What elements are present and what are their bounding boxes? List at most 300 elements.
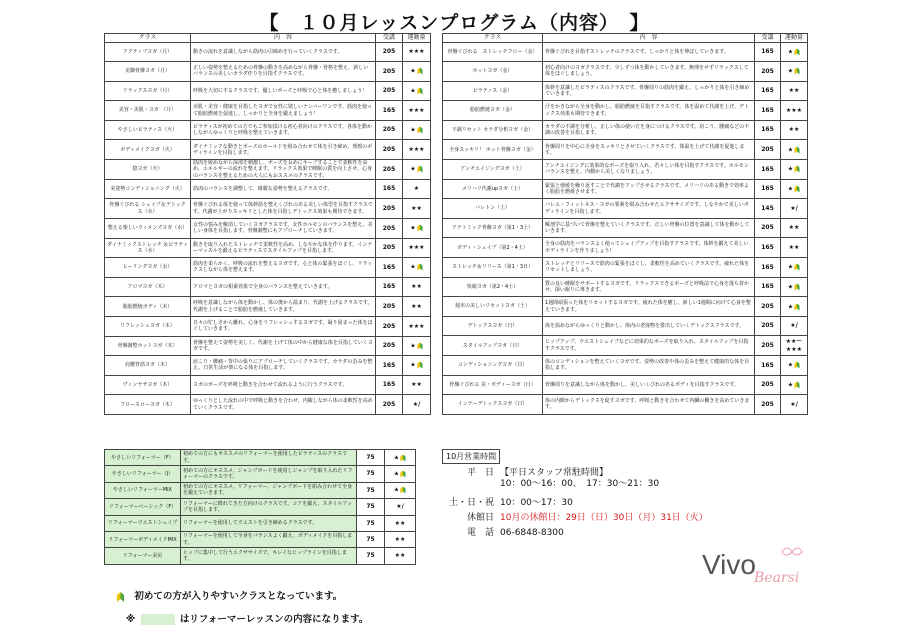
class-level (403, 101, 431, 121)
level-stars: ★ (410, 67, 416, 75)
level-stars: ★★ (394, 552, 406, 560)
class-price: 205 (376, 160, 403, 180)
class-description: 動きの流れを意識しながら筋肉の引締めを行っていくクラスです。 (191, 42, 376, 62)
class-level (403, 395, 431, 415)
class-level (403, 160, 431, 180)
class-row (105, 258, 431, 278)
class-description: ヨガのポーズを呼吸と動きを合わせて流れるように行うクラスです。 (191, 375, 376, 395)
left-program-table (104, 33, 431, 415)
class-row (105, 160, 431, 180)
class-price: 165 (755, 258, 781, 278)
class-description: 呼吸を意識しながら体を動かし、体の奥から温まり、代謝を上げるクラスです。代謝を上げることで脂肪を燃焼していきます。 (191, 297, 376, 317)
class-price: 205 (755, 316, 781, 336)
class-level (403, 140, 431, 160)
class-description: 初めての方にオススメ。リフォーマー、ジャンプボードを組み合わせて全身を鍛えていきます。 (181, 482, 357, 498)
logo-main-text: Vivo (702, 549, 756, 580)
level-stars: ★ (410, 165, 416, 173)
level-stars: ★/ (790, 322, 798, 330)
class-name: 不調リセット カラダ分析ヨガ（金） (443, 120, 543, 140)
class-row (105, 81, 431, 101)
beginner-leaf-icon (417, 126, 423, 134)
class-price: 165 (755, 160, 781, 180)
class-description: 初めての方にもオススメのリフォーマーを使用したピラティスのクラスです。 (181, 450, 357, 466)
level-stars: ★★ (411, 302, 422, 310)
class-name: アロマヨガ（木） (105, 277, 191, 297)
class-row (443, 179, 808, 199)
class-level (781, 258, 808, 278)
class-price: 75 (357, 548, 385, 564)
class-description: 筋肉を柔らかく、呼吸の流れを整えるヨガです。心と体の緊張をほぐし、リラックスしながら体を整えます。 (191, 258, 376, 278)
class-name: リフォーマーベーシック（F） (105, 499, 181, 515)
class-name: 脂肪燃焼ヨガ（金） (443, 101, 543, 121)
class-price: 165 (755, 120, 781, 140)
class-price: 205 (376, 297, 403, 317)
class-level (403, 179, 431, 199)
class-row (443, 258, 808, 278)
class-level (385, 482, 416, 498)
class-level (403, 219, 431, 239)
vivo-bearsi-logo (700, 542, 810, 586)
level-stars: ★/ (412, 400, 421, 408)
class-row (443, 120, 808, 140)
class-level (403, 81, 431, 101)
class-name: ヴィンヤサヨガ（木） (105, 375, 191, 395)
weekday-staff-hours-label: 【平日スタッフ常駐時間】 (500, 468, 609, 478)
right-table-header (443, 34, 808, 43)
beginner-leaf-icon (794, 303, 800, 311)
class-name: リフォーマー美尻 (105, 548, 181, 564)
class-price: 205 (755, 336, 781, 356)
beginner-leaf-icon (417, 67, 423, 75)
class-level (403, 375, 431, 395)
class-row (105, 336, 431, 356)
class-description: 美肌・美容・健康を目指したヨガで女性に嬉しいナンバーワンです。筋肉を使って脂肪燃焼を促進し、しっかりと全身を鍛えましょう！ (191, 101, 376, 121)
class-level (781, 375, 808, 395)
beginner-leaf-icon (417, 263, 423, 271)
class-level (403, 297, 431, 317)
beginner-leaf-icon (400, 486, 406, 494)
class-description: 体の内側からデトックスを促すヨガです。呼吸と動きを合わせて内臓の働きを高めていきます。 (543, 395, 755, 415)
class-price: 205 (376, 81, 403, 101)
class-row (105, 101, 431, 121)
level-stars: ★★★ (785, 106, 803, 114)
class-level (385, 466, 416, 482)
class-price: 165 (755, 101, 781, 121)
class-level (403, 336, 431, 356)
class-name: 全身スッキリ！ ホット骨盤ヨガ（金） (443, 140, 543, 160)
class-row (105, 395, 431, 415)
level-stars: ★ (787, 185, 794, 193)
level-stars: ★ (410, 224, 416, 232)
class-price: 165 (755, 42, 781, 62)
class-description: 日々の忙しさから離れ、心身をリフレッシュするヨガです。凝り固まった体をほぐしていきます。 (191, 316, 376, 336)
class-row (443, 297, 808, 317)
level-stars: ★★★ (408, 244, 425, 252)
class-level (385, 531, 416, 547)
class-description: ピラティスが初めての方でもご参加頂ける初心者向けのクラスです。各体を動かしながらゆっくりと呼吸を整えていきます。 (191, 120, 376, 140)
beginner-leaf-icon (417, 165, 423, 173)
closed-days: 10月の休館日：29日（日）30日（月）31日（火） (500, 513, 708, 523)
level-stars: ★ (787, 263, 794, 271)
level-stars: ★ (410, 342, 416, 350)
class-price: 205 (376, 219, 403, 239)
class-description: 筋肉を緩めながら深部を刺激し、ポーズを長めにキープすることで柔軟性を高め、エネルギーの流れを整えます。リラックス効果で睡眠の質を向上させ、心身のバランスを整えるための大人にもおススメのクラスです。 (191, 160, 376, 180)
class-row (105, 277, 431, 297)
class-price: 205 (376, 42, 403, 62)
class-level (781, 316, 808, 336)
class-price: 205 (376, 62, 403, 82)
class-level (385, 515, 416, 531)
level-stars: ★★ (394, 519, 406, 527)
hours-header: 10月営業時間 (442, 449, 500, 464)
class-name: 脂肪燃焼ボディ（木） (105, 297, 191, 317)
class-price: 205 (376, 316, 403, 336)
header-level: 運動量 (403, 34, 431, 43)
reformer-table (104, 449, 416, 565)
class-name: アナトミック骨盤ヨガ（第1・3土） (443, 218, 543, 238)
class-price: 205 (376, 238, 403, 258)
class-price: 75 (357, 450, 385, 466)
level-stars: ★ (410, 126, 416, 134)
class-row (105, 219, 431, 239)
class-level (403, 62, 431, 82)
class-row (443, 81, 808, 101)
class-row (443, 218, 808, 238)
class-description: 質の良い睡眠をサポートするヨガです。リラックスできるポーズと呼吸法で心身を落ち着かせ、深い眠りに導きます。 (543, 277, 755, 297)
level-stars: ★ (393, 470, 400, 478)
class-name: やさしいリフォーマー（F） (105, 450, 181, 466)
class-price: 75 (357, 531, 385, 547)
class-price: 165 (376, 179, 403, 199)
class-row (443, 160, 808, 180)
level-stars: ★ (393, 454, 400, 462)
class-level (781, 395, 808, 415)
header-class: クラス (443, 34, 543, 43)
class-level (385, 450, 416, 466)
level-stars: ★★ (788, 224, 800, 232)
class-level (781, 62, 808, 82)
level-stars: ★★ (411, 381, 422, 389)
class-name: ダイナミックストレッチ ＆ピラティス（水） (105, 238, 191, 258)
header-content: 内 容 (191, 34, 376, 43)
class-price: 205 (755, 218, 781, 238)
class-row (443, 199, 808, 219)
level-stars: ★ (410, 87, 416, 95)
class-level (781, 120, 808, 140)
class-row (443, 375, 808, 395)
level-stars: ★★ (411, 283, 422, 291)
beginner-leaf-icon (794, 263, 800, 271)
class-row (105, 375, 431, 395)
class-name: 陰ヨガ（火） (105, 160, 191, 180)
class-row (105, 316, 431, 336)
class-price: 165 (376, 277, 403, 297)
class-description: バレエ・フィットネス・ヨガの要素を組み合わせたエクササイズです。しなやかで美しいボディラインを目指します。 (543, 199, 755, 219)
level-stars: ★★★ (408, 106, 425, 114)
class-name: やさしいリフォーマー（J） (105, 466, 181, 482)
class-name: 骨盤ぐびれる 美・ボディーヨガ（日） (443, 375, 543, 395)
level-stars: ★★ (788, 243, 800, 251)
class-row (443, 101, 808, 121)
class-row (443, 316, 808, 336)
class-description: 呼吸を大切にするクラスです。優しいポーズと呼吸で心と体を癒しましょう！ (191, 81, 376, 101)
level-stars: ★★★ (408, 146, 425, 154)
level-stars: ★ (787, 283, 794, 291)
class-price: 165 (755, 238, 781, 258)
level-stars: ★★ (788, 87, 800, 95)
class-level (403, 120, 431, 140)
reformer-note (126, 611, 368, 625)
beginner-leaf-icon (794, 146, 800, 154)
class-description: 骨盤ぐびれを目指すストレッチのクラスです。しっかりと体を伸ばしていきます。 (543, 42, 755, 62)
class-name: リフレッシュヨガ（木） (105, 316, 191, 336)
class-price: 75 (357, 482, 385, 498)
class-description: 肩こり・腰痛・背中の張りにアプローチしていくクラスです。カラダの歪みを整え、日常生活が楽になる体を目指します。 (191, 356, 376, 376)
class-price: 165 (376, 356, 403, 376)
reformer-note-text: はリフォーマーレッスンの内容になります。 (179, 614, 369, 625)
class-price: 165 (376, 258, 403, 278)
class-description: 初めての方にオススメ。ジャンプボードを使用しジャンプを取り入れたリフォーマーのクラスです。 (181, 466, 357, 482)
class-name: アンチエイジングヨガ（土） (443, 160, 543, 180)
class-price: 205 (376, 395, 403, 415)
class-level (403, 238, 431, 258)
class-row (443, 42, 808, 62)
class-level (403, 316, 431, 336)
class-name: やさしいリフォーマーMIX (105, 482, 181, 498)
class-price: 205 (376, 120, 403, 140)
reformer-color-swatch (141, 614, 175, 625)
level-stars: ★/ (396, 503, 404, 511)
class-price: 75 (357, 515, 385, 531)
class-row (105, 356, 431, 376)
class-price: 205 (755, 297, 781, 317)
level-stars: ★ (410, 263, 416, 271)
class-row (105, 548, 416, 564)
class-name: ピラティス（金） (443, 81, 543, 101)
class-price: 165 (376, 375, 403, 395)
header-price: 受講 (376, 34, 403, 43)
class-name: ホットヨガ（金） (443, 62, 543, 82)
class-description: ストレッチとリリースで筋肉の緊張をほぐし、柔軟性を高めていくクラスです。疲れた体をリセットしましょう。 (543, 258, 755, 278)
class-price: 165 (376, 101, 403, 121)
beginner-leaf-icon (794, 185, 800, 193)
logo-script-text: Bearsi (754, 570, 800, 586)
class-name: 快眠ヨガ（第2・4土） (443, 277, 543, 297)
class-description: 体のコンディションを整えていくヨガです。姿勢の改善や体の歪みを整えて健康的な体を目指します。 (543, 356, 755, 376)
class-row (105, 482, 416, 498)
weekday-time: 10：00～16：00、 17：30～21：30 (500, 479, 660, 489)
level-stars: ★ (413, 185, 420, 193)
class-row (443, 238, 808, 258)
class-description: 動きを取り入れたストレッチで柔軟性を高め、しなやかな体を作ります。インナーマッスルを鍛えるピラティスでスタイルアップを目指します。 (191, 238, 376, 258)
level-stars: ★★ (788, 126, 800, 134)
class-description: 骨盤ぐびれる体を使って体幹筋を整えくびれのある美しい体型を目指すクラスです。代謝が上がりスッキリとした体を目指しデトックス効果も期待できます。 (191, 199, 376, 219)
class-name: コンディショニングヨガ（日） (443, 356, 543, 376)
class-level (385, 499, 416, 515)
class-row (443, 395, 808, 415)
beginner-leaf-icon (400, 454, 406, 462)
class-row (105, 120, 431, 140)
class-name: ボディ・シェイプ（第2・4土） (443, 238, 543, 258)
class-level (781, 160, 808, 180)
level-stars: ★ (787, 67, 794, 75)
class-level (403, 356, 431, 376)
beginner-note (116, 588, 342, 603)
class-description: 女性の悩みを解消していくヨガクラスです。女性ホルモンのバランスを整え、美しい身体を目指します。骨盤調整にもアプローチしていきます。 (191, 219, 376, 239)
class-level (781, 101, 808, 121)
beginner-leaf-icon (794, 67, 800, 75)
class-row (105, 531, 416, 547)
class-name: ストレッチ＆リリース（第1・3日） (443, 258, 543, 278)
beginner-leaf-icon (794, 283, 800, 291)
class-description: 全身の筋肉をバランスよく使ってシェイプアップを目指すクラスです。体幹を鍛えて美しいボディラインを作りましょう！ (543, 238, 755, 258)
class-level (781, 336, 808, 356)
level-stars: ★★ (411, 204, 422, 212)
class-level (781, 81, 808, 101)
class-description: 1週間頑張った体をリセットするヨガです。疲れた体を癒し、新しい1週間に向けて心身を整えていきます。 (543, 297, 755, 317)
class-name: 美姿勢コンディショニング（火） (105, 179, 191, 199)
class-description: 筋肉のバランスを調整して、綺麗な姿勢を整えるクラスです。 (191, 179, 376, 199)
class-price: 145 (755, 199, 781, 219)
weekday-label: 平 日 (466, 468, 494, 478)
level-stars: ★ (787, 165, 794, 173)
level-stars: ★ (787, 361, 794, 369)
class-name: アクティブヨガ（月） (105, 42, 191, 62)
header-price: 受講 (755, 34, 781, 43)
class-description: 緊張と弛緩を繰り返すことで代謝をアップさせるクラスです。メリハリのある動きで効率よく脂肪を燃焼させます。 (543, 179, 755, 199)
class-name: リフォーマーボディメイクMIX (105, 531, 181, 547)
class-description: ヒップアップ、ウエストシェイプなどに効果的なポーズを取り入れ、スタイルアップを目指すクラスです。 (543, 336, 755, 356)
class-description: ヒップに集中して行うエクササイズで、キレイなヒップラインを目指します。 (181, 548, 357, 564)
class-level (781, 218, 808, 238)
class-description: ゆっくりとした流れの中で呼吸と動きを合わせ、内観しながら体の柔軟性を高めていくクラスです。 (191, 395, 376, 415)
class-price: 205 (755, 395, 781, 415)
class-description: 骨盤周りを中心に全身をスッキリとさせていくクラスです。体温を上げて代謝を促進します。 (543, 140, 755, 160)
class-name: リフォーマーウエストシェイプ (105, 515, 181, 531)
level-stars: ★★★ (408, 322, 425, 330)
beginner-note-text: 初めての方が入りやすいクラスとなっています。 (134, 591, 343, 602)
class-level (781, 238, 808, 258)
class-level (403, 199, 431, 219)
level-stars: ★ (393, 486, 400, 494)
class-name: ボディメイクヨガ（火） (105, 140, 191, 160)
class-description: リフォーマーを使用して全身をバランスよく鍛え、ボディメイクを目指します。 (181, 531, 357, 547)
class-level (403, 42, 431, 62)
class-row (443, 62, 808, 82)
class-name: 美脚骨盤ヨガ（月） (105, 62, 191, 82)
class-row (105, 499, 416, 515)
left-table-header (105, 34, 431, 43)
class-price: 205 (755, 375, 781, 395)
header-content: 内 容 (543, 34, 755, 43)
beginner-leaf-icon (417, 361, 423, 369)
beginner-leaf-icon (400, 470, 406, 478)
beginner-leaf-icon (417, 342, 423, 350)
class-price: 75 (357, 499, 385, 515)
class-row (105, 238, 431, 258)
class-name: やさしいピラティス（火） (105, 120, 191, 140)
beginner-leaf-icon (116, 591, 125, 603)
closed-label: 休館日 (466, 513, 494, 523)
class-price: 205 (376, 140, 403, 160)
class-name: 骨盤ぐびれる ストレッチフロー（金） (443, 42, 543, 62)
class-price: 205 (376, 199, 403, 219)
class-price: 165 (755, 81, 781, 101)
class-name: メリハリ代謝upヨガ（土） (443, 179, 543, 199)
class-name: リラックスヨガ（月） (105, 81, 191, 101)
header-level: 運動量 (781, 34, 808, 43)
class-row (105, 450, 416, 466)
class-row (443, 336, 808, 356)
class-price: 75 (357, 466, 385, 482)
class-row (105, 297, 431, 317)
level-stars: ★ (787, 381, 794, 389)
class-name: インナーデトックスヨガ（日） (443, 395, 543, 415)
class-name: 整える楽しいウィメンズヨガ（水） (105, 219, 191, 239)
class-price: 205 (376, 336, 403, 356)
class-price: 165 (755, 356, 781, 376)
class-description: リフォーマーを使用してウエストを引き締めるクラスです。 (181, 515, 357, 531)
class-description: 骨盤を整えて姿勢を美しく、代謝を上げて体の中から健康な体を目指していくヨガです。 (191, 336, 376, 356)
class-row (105, 140, 431, 160)
level-stars: ★ (787, 303, 794, 311)
beginner-leaf-icon (417, 87, 423, 95)
reformer-note-mark: ※ (126, 614, 136, 625)
level-stars: ★ (787, 146, 794, 154)
class-description: 解剖学に基づいて骨盤を整えていくクラスです。正しい骨盤の位置を意識して体を動かしていきます。 (543, 218, 755, 238)
class-name: 美容・美肌・ヨガ （月） (105, 101, 191, 121)
class-row (105, 42, 431, 62)
class-description: 汗をかきながら全身を動かし、脂肪燃焼を目指すクラスです。体を温めて代謝を上げ、デトックス効果も期待できます。 (543, 101, 755, 121)
class-description: アロマとヨガの相乗効果で全身のバランスを整えていきます。 (191, 277, 376, 297)
class-row (443, 356, 808, 376)
class-name: 骨盤ぐびれる シェイプ＆デトックス（水） (105, 199, 191, 219)
level-stars: ★ (787, 48, 794, 56)
class-description: 体を温めながらゆっくりと動かし、体内の老廃物を排出していくデトックスクラスです。 (543, 316, 755, 336)
class-description: 初心者向けのヨガクラスです。少しずつ体を動かしていきます。無理をせずリラックスして体をほぐしましょう。 (543, 62, 755, 82)
class-level (781, 356, 808, 376)
class-description: ダイナミックな動きとポーズのホールドを組み合わせて体を引き締め、理想のボディラインを目指します。 (191, 140, 376, 160)
class-row (105, 179, 431, 199)
class-name: 肩腰背筋ヨガ（木） (105, 356, 191, 376)
class-level (781, 199, 808, 219)
class-level (781, 42, 808, 62)
class-description: 体幹を意識したピラティスのクラスです。骨盤周りの筋肉を鍛え、しっかりと体を引き締めていきます。 (543, 81, 755, 101)
class-description: リフォーマーに慣れてきた方向けのクラスです。コアを鍛え、スタイルアップを目指します。 (181, 499, 357, 515)
header-class: クラス (105, 34, 191, 43)
class-price: 165 (755, 179, 781, 199)
class-name: 週末の美しいリセットヨガ（土） (443, 297, 543, 317)
level-stars: ★★ (394, 535, 406, 543)
bow-icon (782, 548, 802, 555)
class-name: スタイルアップヨガ（日） (443, 336, 543, 356)
class-row (105, 466, 416, 482)
class-row (105, 515, 416, 531)
tel-number: 06-6848-8300 (500, 528, 564, 538)
beginner-leaf-icon (417, 224, 423, 232)
right-program-table (442, 33, 808, 415)
class-level (403, 277, 431, 297)
class-price: 165 (755, 277, 781, 297)
tel-label: 電 話 (466, 528, 494, 538)
class-level (781, 179, 808, 199)
level-stars: ★★～★★★ (785, 338, 803, 353)
class-row (443, 140, 808, 160)
weekend-time: 10：00～17：30 (500, 498, 573, 508)
class-price: 205 (755, 62, 781, 82)
level-stars: ★/ (790, 400, 798, 408)
level-stars: ★ (410, 361, 416, 369)
